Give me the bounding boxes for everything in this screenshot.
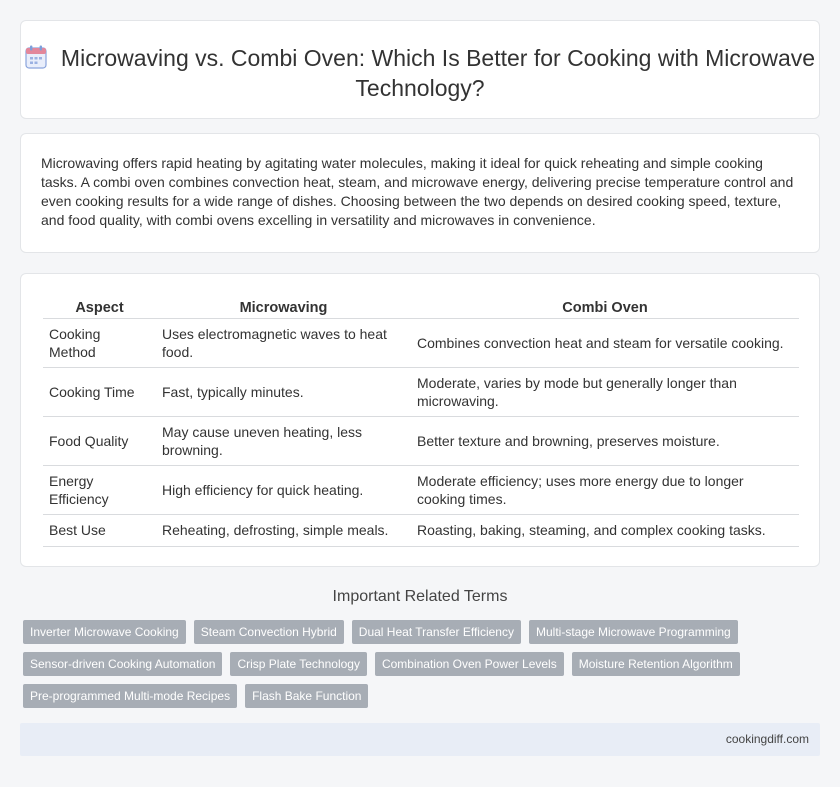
table-cell-combi-oven: Combines convection heat and steam for versatile cooking. — [411, 318, 799, 367]
table-cell-combi-oven: Better texture and browning, preserves moisture. — [411, 416, 799, 465]
table-header-row — [43, 294, 799, 318]
related-term-tag[interactable]: Flash Bake Function — [245, 684, 368, 708]
related-term-tag[interactable]: Multi-stage Microwave Programming — [529, 620, 738, 644]
table-cell-aspect: Cooking Method — [43, 318, 156, 367]
related-term-tag[interactable]: Sensor-driven Cooking Automation — [23, 652, 222, 676]
table-row — [43, 416, 799, 465]
title-wrap — [21, 43, 819, 103]
comparison-card — [20, 273, 820, 567]
related-term-tag[interactable]: Moisture Retention Algorithm — [572, 652, 740, 676]
header-aspect: Aspect — [43, 294, 156, 318]
footer — [20, 723, 820, 756]
calendar-icon — [25, 45, 47, 69]
footer-site-link[interactable]: cookingdiff.com — [725, 732, 809, 746]
page-title — [21, 43, 819, 103]
related-term-tag[interactable]: Pre-programmed Multi-mode Recipes — [23, 684, 237, 708]
tag-row — [23, 620, 823, 644]
tag-row — [23, 652, 823, 676]
table-cell-microwaving: Uses electromagnetic waves to heat food. — [156, 318, 411, 367]
summary-paragraph: Microwaving offers rapid heating by agitating water molecules, making it ideal for quick reheating and simple cooking tasks. A combi oven combines convection heat, steam, and microwave energy, delivering precise temperature control and even cooking results for a wide range of dishes. Choosing between the two depends on desired cooking speed, texture, and food quality, with combi ovens excelling in versatility and microwaves in convenience. — [41, 155, 794, 228]
table-row — [43, 367, 799, 416]
table-cell-combi-oven: Moderate efficiency; uses more energy due to longer cooking times. — [411, 465, 799, 514]
related-terms-title: Important Related Terms — [332, 588, 508, 605]
table-cell-microwaving: May cause uneven heating, less browning. — [156, 416, 411, 465]
table-cell-aspect: Best Use — [43, 514, 156, 546]
table-row — [43, 514, 799, 546]
table-cell-microwaving: Reheating, defrosting, simple meals. — [156, 514, 411, 546]
table-row — [43, 465, 799, 514]
related-term-tag[interactable]: Steam Convection Hybrid — [194, 620, 344, 644]
table-cell-aspect: Food Quality — [43, 416, 156, 465]
title-card — [20, 20, 820, 119]
comparison-table — [43, 294, 799, 547]
summary-card — [20, 133, 820, 253]
table-cell-combi-oven: Moderate, varies by mode but generally longer than microwaving. — [411, 367, 799, 416]
related-term-tag[interactable]: Dual Heat Transfer Efficiency — [352, 620, 521, 644]
header-microwaving: Microwaving — [156, 294, 411, 318]
table-cell-microwaving: High efficiency for quick heating. — [156, 465, 411, 514]
table-cell-aspect: Cooking Time — [43, 367, 156, 416]
related-term-tag[interactable]: Crisp Plate Technology — [230, 652, 367, 676]
related-term-tag[interactable]: Combination Oven Power Levels — [375, 652, 564, 676]
table-row — [43, 318, 799, 367]
related-terms-list — [23, 620, 823, 716]
related-term-tag[interactable]: Inverter Microwave Cooking — [23, 620, 186, 644]
header-combi-oven: Combi Oven — [411, 294, 799, 318]
table-cell-combi-oven: Roasting, baking, steaming, and complex cooking tasks. — [411, 514, 799, 546]
page-title-text: Microwaving vs. Combi Oven: Which Is Better for Cooking with Microwave Technology? — [60, 45, 816, 101]
tag-row — [23, 684, 823, 708]
table-cell-aspect: Energy Efficiency — [43, 465, 156, 514]
table-cell-microwaving: Fast, typically minutes. — [156, 367, 411, 416]
